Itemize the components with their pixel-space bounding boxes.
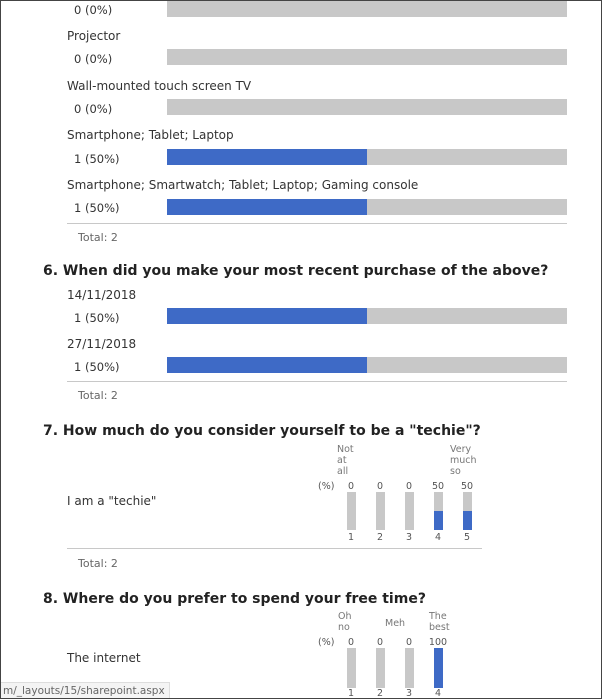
q8-scale-4: 4 (434, 688, 442, 699)
q7-pct-label: (%) (318, 481, 335, 492)
q8-mid-caption: Meh (385, 618, 406, 629)
q7-pct-2: 0 (376, 481, 384, 492)
q8-scale-1: 1 (347, 688, 355, 699)
q8-scale-3: 3 (405, 688, 413, 699)
q8-pct-4: 100 (428, 637, 448, 648)
status-bar-url: m/_layouts/15/sharepoint.aspx (1, 682, 170, 698)
q7-low-caption: Not at all (337, 444, 354, 477)
q5-row5-bar (167, 199, 567, 215)
bar-fill (167, 357, 367, 373)
q7-scale-4: 4 (434, 532, 442, 543)
q7-bar-1 (347, 492, 356, 530)
q5-row2-bar (167, 49, 567, 65)
q7-scale-2: 2 (376, 532, 384, 543)
q5-row3-bar (167, 99, 567, 115)
q8-title: 8. Where do you prefer to spend your free time? (43, 591, 426, 607)
bar-fill (167, 149, 367, 165)
q5-total: Total: 2 (78, 231, 118, 244)
q7-bar-5 (463, 492, 472, 530)
q5-row3-label: Wall-mounted touch screen TV (67, 79, 252, 93)
q8-bar-1 (347, 648, 356, 688)
q7-scale-1: 1 (347, 532, 355, 543)
q7-total: Total: 2 (78, 557, 118, 570)
q8-low-caption: Oh no (338, 611, 352, 633)
q7-pct-3: 0 (405, 481, 413, 492)
q6-row1-count: 1 (50%) (74, 311, 120, 325)
q5-row5-label: Smartphone; Smartwatch; Tablet; Laptop; Gaming console (67, 178, 419, 192)
q5-row2-label: Projector (67, 29, 121, 43)
q5-row2-count: 0 (0%) (74, 52, 113, 66)
q6-row2-label: 27/11/2018 (67, 337, 137, 351)
q5-divider (67, 223, 567, 224)
q6-title: 6. When did you make your most recent purchase of the above? (43, 263, 549, 279)
q7-pct-4: 50 (431, 481, 445, 492)
bar-fill (434, 511, 443, 530)
q7-bar-2 (376, 492, 385, 530)
q7-pct-1: 0 (347, 481, 355, 492)
q8-pct-label: (%) (318, 637, 335, 648)
q8-high-caption: The best (429, 611, 450, 633)
bar-fill (167, 308, 367, 324)
q7-pct-5: 50 (460, 481, 474, 492)
bar-fill (434, 648, 443, 688)
q7-divider (67, 548, 482, 549)
q7-bar-3 (405, 492, 414, 530)
q8-bar-4 (434, 648, 443, 688)
q5-row1-bar (167, 1, 567, 17)
q6-divider (67, 381, 567, 382)
q5-row3-count: 0 (0%) (74, 102, 113, 116)
q6-row2-bar (167, 357, 567, 373)
q7-title: 7. How much do you consider yourself to be a "techie"? (43, 423, 481, 439)
q8-scale-2: 2 (376, 688, 384, 699)
q7-high-caption: Very much so (450, 444, 477, 477)
q6-total: Total: 2 (78, 389, 118, 402)
q6-row1-label: 14/11/2018 (67, 288, 137, 302)
bar-fill (463, 511, 472, 530)
q8-pct-1: 0 (347, 637, 355, 648)
q7-row-label: I am a "techie" (67, 494, 157, 508)
q5-row4-bar (167, 149, 567, 165)
q5-row4-count: 1 (50%) (74, 152, 120, 166)
q7-scale-5: 5 (463, 532, 471, 543)
q8-pct-2: 0 (376, 637, 384, 648)
q5-row1-count: 0 (0%) (74, 3, 113, 17)
q6-row2-count: 1 (50%) (74, 360, 120, 374)
bar-fill (167, 199, 367, 215)
q5-row5-count: 1 (50%) (74, 201, 120, 215)
q5-row4-label: Smartphone; Tablet; Laptop (67, 128, 234, 142)
q7-bar-4 (434, 492, 443, 530)
q7-scale-3: 3 (405, 532, 413, 543)
q8-bar-2 (376, 648, 385, 688)
q8-pct-3: 0 (405, 637, 413, 648)
q6-row1-bar (167, 308, 567, 324)
q8-bar-3 (405, 648, 414, 688)
q8-row-label: The internet (67, 651, 141, 665)
